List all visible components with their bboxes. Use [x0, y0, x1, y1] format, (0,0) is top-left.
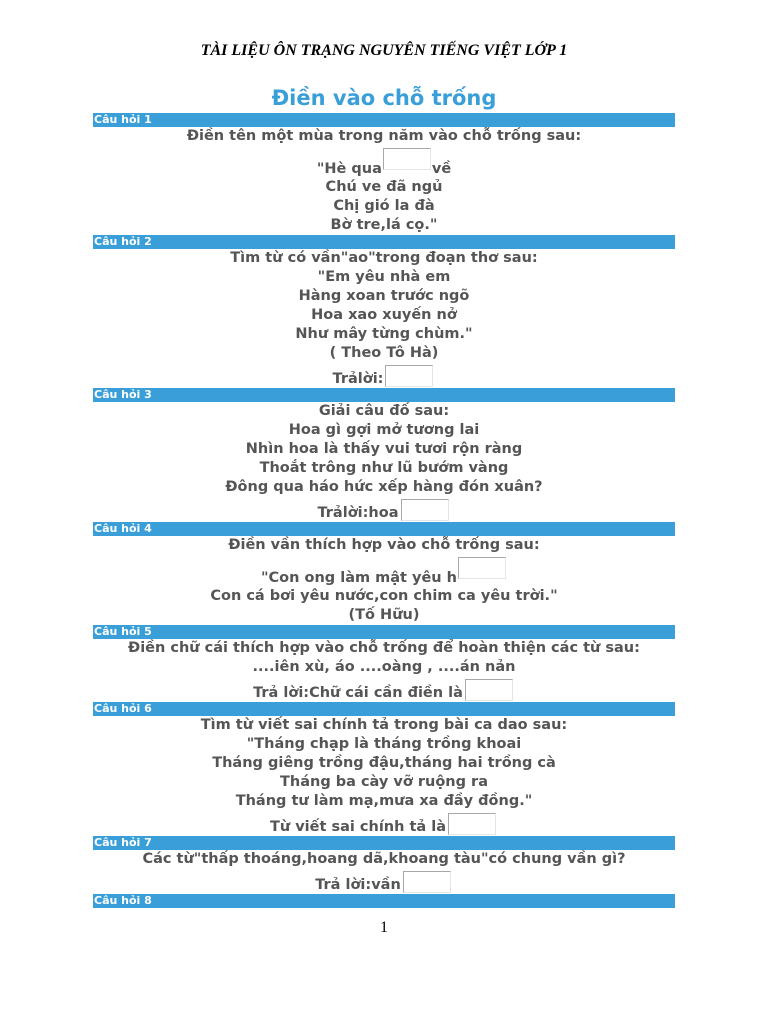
question-1-line: Bờ tre,lá cọ." [330, 217, 438, 233]
question-8-header: Câu hỏi 8 [93, 894, 675, 908]
answer-label: Trảlời:hoa [317, 505, 399, 521]
question-6-answer-line [93, 811, 675, 836]
question-7-header: Câu hỏi 7 [93, 836, 675, 850]
answer-input-1[interactable] [383, 148, 431, 170]
question-7-answer-line [93, 869, 675, 894]
question-2-header: Câu hỏi 2 [93, 235, 675, 249]
page-number: 1 [380, 919, 388, 936]
question-3-line: Hoa gì gợi mở tương lai [288, 422, 480, 438]
answer-input-3[interactable] [401, 499, 449, 521]
question-6-line: Tháng ba cày vỡ ruộng ra [280, 774, 488, 790]
question-1-line: Chị gió la đà [333, 198, 435, 214]
question-list [93, 113, 675, 908]
question-6-prompt: Tìm từ viết sai chính tả trong bài ca dao sau: [200, 717, 568, 733]
question-5-line: ....iên xù, áo ....oàng , ....án nản [252, 659, 516, 675]
question-3-line: Thoắt trông như lũ bướm vàng [259, 460, 509, 476]
answer-input-6[interactable] [448, 813, 496, 835]
answer-input-7[interactable] [403, 871, 451, 893]
question-2-prompt: Tìm từ có vần"ao"trong đoạn thơ sau: [230, 250, 538, 266]
question-6-line: Tháng tư làm mạ,mưa xa đầy đồng." [235, 793, 533, 809]
question-7-prompt: Các từ"thấp thoáng,hoang dã,khoang tàu"có chung vần gì? [142, 851, 626, 867]
question-5-header: Câu hỏi 5 [93, 625, 675, 639]
question-3-line: Nhìn hoa là thấy vui tươi rộn ràng [245, 441, 523, 457]
question-2-line: Như mây từng chùm." [295, 326, 473, 342]
answer-input-2[interactable] [385, 365, 433, 387]
answer-label: Từ viết sai chính tả là [269, 819, 447, 835]
blank-before-text: "Con ong làm mật yêu h [260, 570, 457, 586]
document-header: TÀI LIỆU ÔN TRẠNG NGUYÊN TIẾNG VIỆT LỚP 1 [200, 42, 568, 59]
question-1-blank-line [93, 146, 675, 178]
question-1-prompt: Điền tên một mùa trong năm vào chỗ trống sau: [186, 128, 582, 144]
blank-after-text: về [431, 161, 452, 177]
question-3-header: Câu hỏi 3 [93, 388, 675, 402]
question-2-line: Hoa xao xuyến nở [311, 307, 457, 323]
answer-input-4[interactable] [458, 557, 506, 579]
question-5-prompt: Điền chữ cái thích hợp vào chỗ trống để hoàn thiện các từ sau: [128, 640, 640, 656]
question-1-header: Câu hỏi 1 [93, 113, 675, 127]
question-6-line: Tháng giêng trồng đậu,tháng hai trồng cà [212, 755, 556, 771]
question-1-line: Chú ve đã ngủ [325, 179, 443, 195]
question-4-header: Câu hỏi 4 [93, 522, 675, 536]
answer-input-5[interactable] [465, 679, 513, 701]
answer-label: Trả lời:vần [315, 877, 401, 893]
page-title: Điền vào chỗ trống [271, 86, 497, 110]
question-6-header: Câu hỏi 6 [93, 702, 675, 716]
question-2-line: "Em yêu nhà em [317, 269, 451, 285]
question-5-answer-line [93, 677, 675, 702]
question-6-line: "Tháng chạp là tháng trồng khoai [246, 736, 522, 752]
question-4-prompt: Điền vần thích hợp vào chỗ trống sau: [228, 537, 540, 553]
question-2-line: ( Theo Tô Hà) [329, 345, 439, 361]
question-3-prompt: Giải câu đố sau: [318, 403, 450, 419]
question-4-line: (Tố Hữu) [348, 607, 420, 623]
question-3-line: Đông qua háo hức xếp hàng đón xuân? [225, 479, 543, 495]
question-4-line: Con cá bơi yêu nước,con chim ca yêu trời." [210, 588, 558, 604]
blank-before-text: "Hè qua [316, 161, 382, 177]
question-2-answer-line [93, 363, 675, 388]
question-4-blank-line [93, 555, 675, 587]
answer-label: Trảlời: [332, 371, 384, 387]
question-3-answer-line [93, 497, 675, 522]
answer-label: Trả lời:Chữ cái cần điền là [253, 685, 463, 701]
question-2-line: Hàng xoan trước ngõ [298, 288, 470, 304]
